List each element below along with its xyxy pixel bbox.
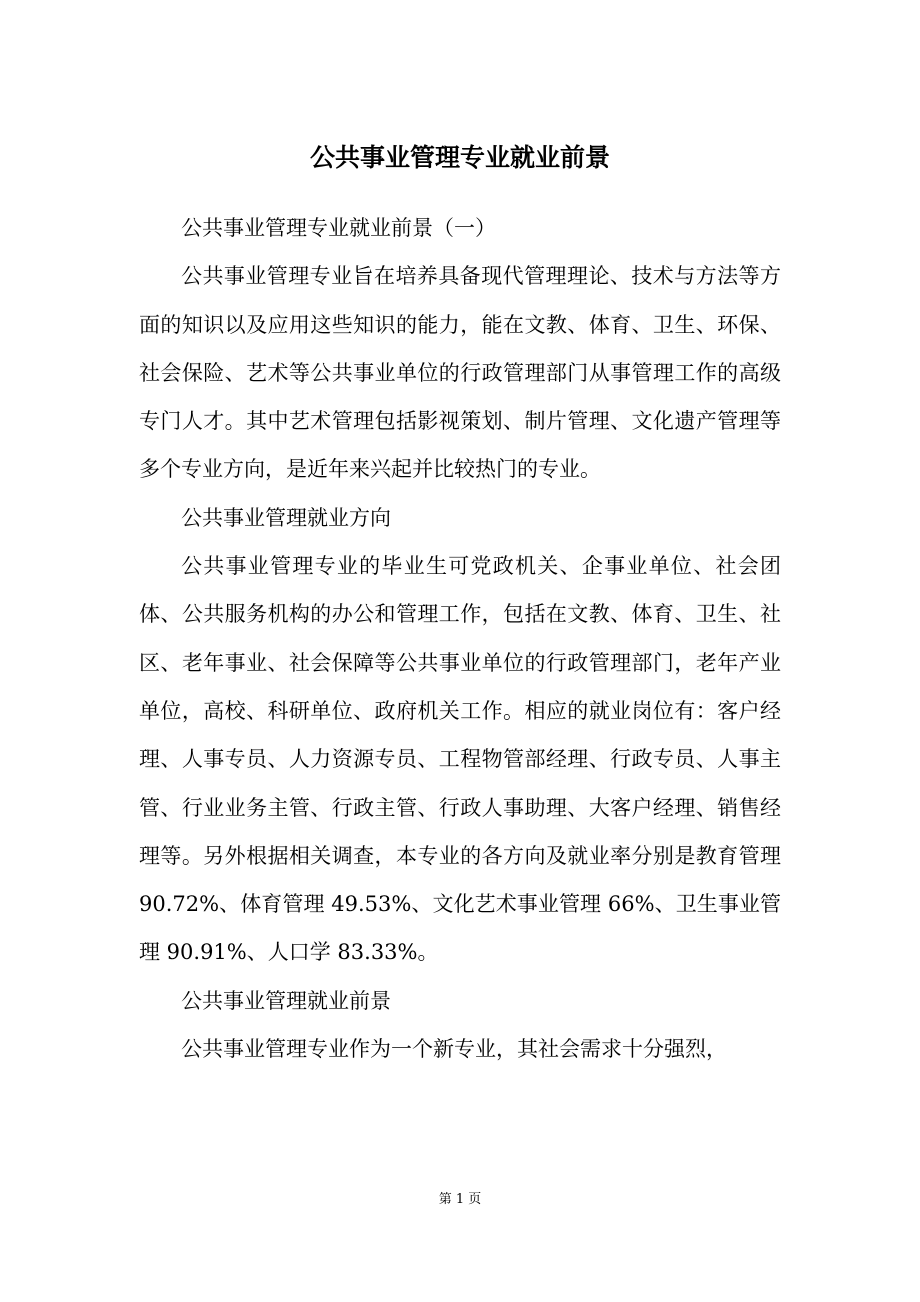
page-number: 1 bbox=[455, 1192, 465, 1207]
page-footer bbox=[0, 1190, 920, 1210]
footer-prefix: 第 bbox=[438, 1192, 452, 1207]
footer-suffix: 页 bbox=[468, 1192, 482, 1207]
paragraph-prospect: 公共事业管理专业作为一个新专业，其社会需求十分强烈， bbox=[181, 1037, 727, 1062]
paragraph-intro: 公共事业管理专业旨在培养具备现代管理理论、技术与方法等方面的知识以及应用这些知识的能力，能在文教、体育、卫生、环保、社会保险、艺术等公共事业单位的行政管理部门从事管理工作的高级专门人才。其中艺术管理包括影视策划、制片管理、文化遗产管理等多个专业方向，是近年来兴起并比较热门的专业。 bbox=[139, 264, 781, 482]
section-heading-2: 公共事业管理就业方向 bbox=[181, 505, 391, 530]
paragraph-direction: 公共事业管理专业的毕业生可党政机关、企事业单位、社会团体、公共服务机构的办公和管理工作，包括在文教、体育、卫生、社区、老年事业、社会保障等公共事业单位的行政管理部门，老年产业单位，高校、科研单位、政府机关工作。相应的就业岗位有：客户经理、人事专员、人力资源专员、工程物管部经理、行政专员、人事主管、行业业务主管、行政主管、行政人事助理、大客户经理、销售经理等。另外根据相关调查，本专业的各方向及就业率分别是教育管理 90.72%、体育管理 49.53%、文化艺术事业管理 66%、卫生事业管理 90.91%、人口学 83.33%。 bbox=[139, 554, 781, 965]
document-body bbox=[139, 204, 781, 1073]
section-heading-3: 公共事业管理就业前景 bbox=[181, 988, 391, 1013]
document-title: 公共事业管理专业就业前景 bbox=[309, 143, 610, 172]
section-heading-1: 公共事业管理专业就业前景（一） bbox=[181, 216, 496, 240]
